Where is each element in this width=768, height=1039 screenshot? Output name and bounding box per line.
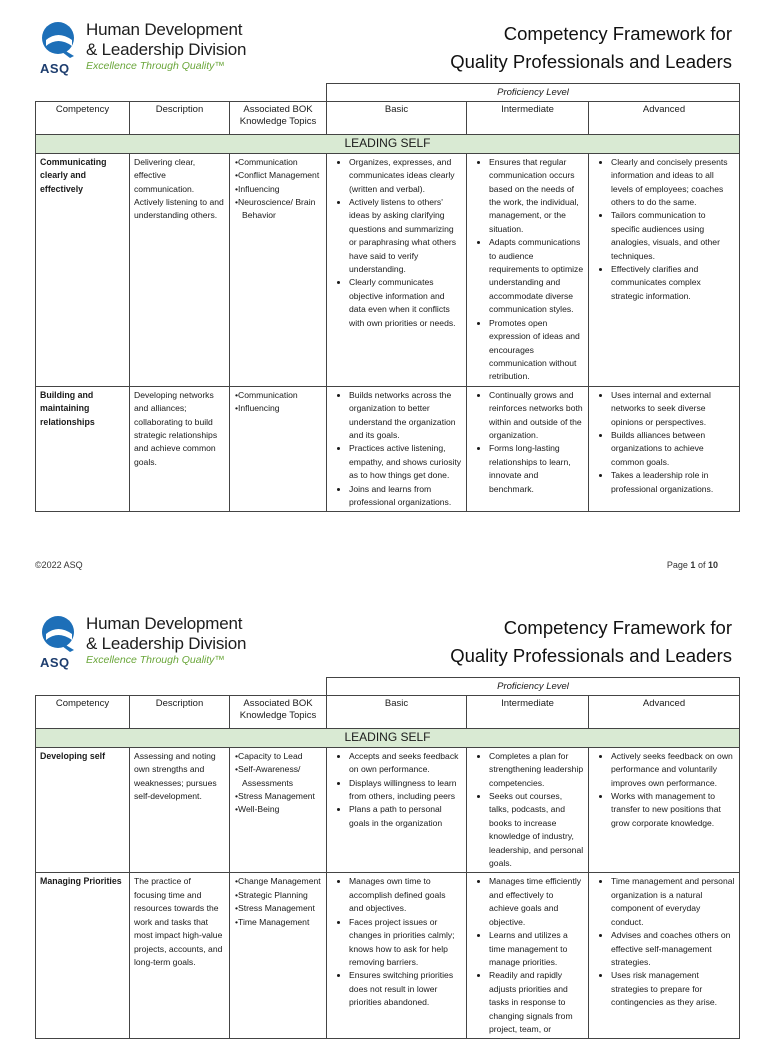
org-name-line2: & Leadership Division <box>86 40 247 59</box>
description-cell: The practice of focusing time and resources towards the work and tasks that most impact high-value projects, accounts, and long-term goals. <box>130 873 230 1039</box>
intermediate-cell <box>467 873 589 1039</box>
asq-q-icon <box>38 20 78 60</box>
list-item: • Uses risk management strategies to prepare for contingencies as they arise. <box>611 969 735 1009</box>
table-row <box>36 873 740 1039</box>
proficiency-level-header: Proficiency Level <box>327 678 740 696</box>
list-item: • Tailors communication to specific audiences using analogies, visuals, and other techniques. <box>611 209 735 263</box>
intermediate-cell <box>467 153 589 386</box>
list-item: •Self-Awareness/ Assessments <box>235 764 301 788</box>
title-line1: Competency Framework for <box>503 23 732 44</box>
list-item: •Capacity to Lead <box>235 750 303 761</box>
list-item: • Promotes open expression of ideas and encourages communication without retribution. <box>489 317 584 384</box>
list-item: • Effectively clarifies and communicates complex strategic information. <box>611 263 735 303</box>
proficiency-row <box>36 84 740 102</box>
list-item: • Builds alliances between organizations to achieve common goals. <box>611 429 735 469</box>
list-item: • Displays willingness to learn from others, including peers <box>349 777 462 804</box>
list-item: • Faces project issues or changes in priorities calmly; knows how to ask for help removing barriers. <box>349 916 462 970</box>
competency-cell: Building and maintaining relationships <box>36 386 130 512</box>
description-cell: Delivering clear, effective communication. Actively listening to and understanding others. <box>130 153 230 386</box>
list-item: • Advises and coaches others on effective self-management strategies. <box>611 929 735 969</box>
list-item: • Takes a leadership role in professional organizations. <box>611 469 735 496</box>
document-title <box>450 614 732 670</box>
list-item: •Time Management <box>235 916 310 927</box>
page-number: Page 1 of 10 <box>666 560 718 570</box>
asq-hdl-logo <box>38 614 247 674</box>
asq-hdl-logo <box>38 20 247 80</box>
list-item: • Practices active listening, empathy, and shows curiosity as to how things get done. <box>349 442 462 482</box>
intermediate-cell <box>467 747 589 873</box>
list-item: • Works with management to transfer to new positions that grow corporate knowledge. <box>611 790 735 830</box>
description-cell: Developing networks and alliances; collaborating to build strategic relationships and achieve common goals. <box>130 386 230 512</box>
col-intermediate: Intermediate <box>467 696 589 729</box>
org-name-line1: Human Development <box>86 614 243 633</box>
title-line1: Competency Framework for <box>503 617 732 638</box>
list-item: •Communication <box>235 156 298 167</box>
document-title <box>450 20 732 76</box>
col-basic: Basic <box>327 696 467 729</box>
list-item: • Manages own time to accomplish defined goals and objectives. <box>349 875 462 915</box>
col-competency: Competency <box>36 696 130 729</box>
col-advanced: Advanced <box>589 696 740 729</box>
col-description: Description <box>130 102 230 135</box>
col-intermediate: Intermediate <box>467 102 589 135</box>
list-item: • Forms long-lasting relationships to learn, innovate and benchmark. <box>489 442 584 496</box>
col-bok: Associated BOK Knowledge Topics <box>230 102 327 135</box>
basic-cell <box>327 386 467 512</box>
description-cell: Assessing and noting own strengths and weaknesses; pursues self-development. <box>130 747 230 873</box>
proficiency-level-header: Proficiency Level <box>327 84 740 102</box>
copyright: ©2022 ASQ <box>35 560 83 570</box>
list-item: • Actively listens to others' ideas by asking clarifying questions and summarizing or paraphrasing what others have said to verify understanding. <box>349 196 462 276</box>
list-item: •Communication <box>235 389 298 400</box>
basic-cell <box>327 873 467 1039</box>
column-header-row <box>36 102 740 135</box>
list-item: • Ensures switching priorities does not result in lower priorities abandoned. <box>349 969 462 1009</box>
document-page-2 <box>0 594 768 1034</box>
col-description: Description <box>130 696 230 729</box>
list-item: • Completes a plan for strengthening leadership competencies. <box>489 750 584 790</box>
competency-cell: Developing self <box>36 747 130 873</box>
section-title: LEADING SELF <box>36 135 740 153</box>
intermediate-cell <box>467 386 589 512</box>
asq-wordmark: ASQ <box>40 655 70 670</box>
asq-wordmark: ASQ <box>40 61 70 76</box>
list-item: •Strategic Planning <box>235 889 308 900</box>
section-row <box>36 135 740 153</box>
list-item: •Influencing <box>235 183 280 194</box>
list-item: • Plans a path to personal goals in the organization <box>349 803 462 830</box>
col-competency: Competency <box>36 102 130 135</box>
list-item: • Uses internal and external networks to seek diverse opinions or perspectives. <box>611 389 735 429</box>
list-item: • Seeks out courses, talks, podcasts, and books to increase knowledge of industry, leadership, and personal goals. <box>489 790 584 870</box>
list-item: • Continually grows and reinforces networks both within and outside of the organization. <box>489 389 584 443</box>
list-item: •Conflict Management <box>235 170 320 181</box>
org-name-line2: & Leadership Division <box>86 634 247 653</box>
list-item: •Stress Management <box>235 791 315 802</box>
list-item: • Builds networks across the organization to better understand the organization and its goals. <box>349 389 462 443</box>
list-item: • Readily and rapidly adjusts priorities and tasks in response to changing signals from project, team, or <box>489 969 584 1036</box>
list-item: • Learns and utilizes a time management to manage priorities. <box>489 929 584 969</box>
list-item: • Clearly communicates objective information and data even when it conflicts with own priorities or needs. <box>349 276 462 330</box>
advanced-cell <box>589 153 740 386</box>
competency-table <box>35 677 740 1039</box>
col-basic: Basic <box>327 102 467 135</box>
list-item: • Organizes, expresses, and communicates ideas clearly (written and verbal). <box>349 156 462 196</box>
bok-cell <box>230 873 327 1039</box>
list-item: • Joins and learns from professional organizations. <box>349 483 462 510</box>
list-item: • Adapts communications to audience requirements to optimize understanding and accommodate diverse communication styles. <box>489 236 584 316</box>
org-tagline: Excellence Through Quality™ <box>86 654 225 666</box>
asq-q-icon <box>38 614 78 654</box>
list-item: •Neuroscience/ Brain Behavior <box>235 197 316 221</box>
title-line2: Quality Professionals and Leaders <box>450 51 732 72</box>
basic-cell <box>327 153 467 386</box>
advanced-cell <box>589 873 740 1039</box>
table-row <box>36 153 740 386</box>
bok-cell <box>230 386 327 512</box>
table-row <box>36 747 740 873</box>
section-title: LEADING SELF <box>36 729 740 747</box>
col-advanced: Advanced <box>589 102 740 135</box>
list-item: • Ensures that regular communication occurs based on the needs of the work, the individual, management, or the situation. <box>489 156 584 236</box>
org-name-line1: Human Development <box>86 20 243 39</box>
bok-cell <box>230 153 327 386</box>
list-item: • Actively seeks feedback on own performance and voluntarily improves own performance. <box>611 750 735 790</box>
list-item: • Accepts and seeks feedback on own performance. <box>349 750 462 777</box>
table-row <box>36 386 740 512</box>
section-row <box>36 729 740 747</box>
title-line2: Quality Professionals and Leaders <box>450 645 732 666</box>
list-item: • Manages time efficiently and effectively to achieve goals and objective. <box>489 875 584 929</box>
proficiency-row <box>36 678 740 696</box>
list-item: • Clearly and concisely presents information and ideas to all levels of employees; coaches others to do the same. <box>611 156 735 210</box>
list-item: •Stress Management <box>235 903 315 914</box>
list-item: • Time management and personal organization is a natural component of everyday conduct. <box>611 875 735 929</box>
org-tagline: Excellence Through Quality™ <box>86 60 225 72</box>
column-header-row <box>36 696 740 729</box>
competency-cell: Managing Priorities <box>36 873 130 1039</box>
list-item: •Well-Being <box>235 804 280 815</box>
basic-cell <box>327 747 467 873</box>
list-item: •Influencing <box>235 403 280 414</box>
advanced-cell <box>589 747 740 873</box>
bok-cell <box>230 747 327 873</box>
competency-cell: Communicating clearly and effectively <box>36 153 130 386</box>
competency-table <box>35 83 740 512</box>
advanced-cell <box>589 386 740 512</box>
list-item: •Change Management <box>235 876 321 887</box>
col-bok: Associated BOK Knowledge Topics <box>230 696 327 729</box>
